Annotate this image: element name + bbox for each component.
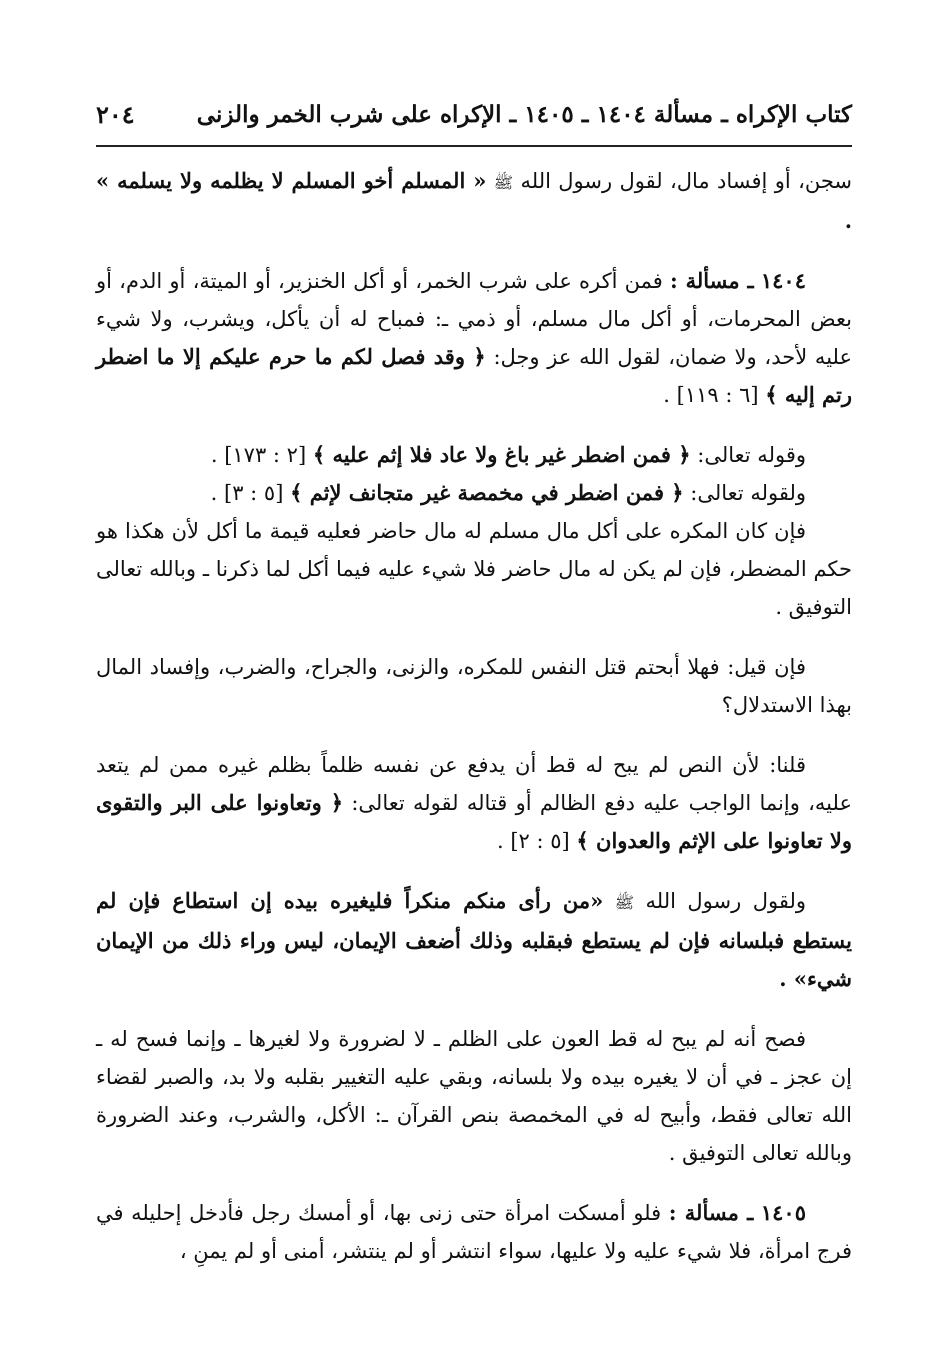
issue-number: ١٤٠٤ (760, 268, 806, 293)
paragraph-text: سجن، أو إفساد مال، لقول رسول الله (520, 169, 852, 193)
paragraph-3 (96, 436, 852, 474)
issue-1405 (96, 1194, 852, 1270)
verse-reference: [٥ : ٣] . (210, 481, 284, 505)
paragraph-5: فإن كان المكره على أكل مال مسلم له مال حاضر فعليه قيمة ما أكل لأن هكذا هو حكم المضطر، فإن لم يكن له مال حاضر فلا شيء عليه فيما أكل لما ذكرنا ـ وبالله تعالى التوفيق . (96, 519, 852, 619)
paragraph-text: ولقوله تعالى: (690, 481, 806, 505)
running-header (96, 92, 852, 136)
verse-reference: [٦ : ١١٩] . (663, 383, 759, 407)
paragraph-6: فإن قيل: فهلا أبحتم قتل النفس للمكره، والزنى، والجراح، والضرب، وإفساد المال بهذا الاستدلال؟ (96, 655, 852, 717)
paragraph-text: قلنا: لأن النص لم يبح له قط أن يدفع عن نفسه ظلماً بظلم غيره ممن لم يتعد عليه، وإنما الواجب عليه دفع الظالم أو قتاله لقوله تعالى: (96, 753, 852, 815)
paragraph-text: فمن أكره على شرب الخمر، أو أكل الخنزير، أو الميتة، أو الدم، أو بعض المحرمات، أو أكل مال مسلم، أو ذمي ـ: فمباح له أن يأكل، ويشرب، ولا شيء عليه لأحد، ولا ضمان، لقول الله عز وجل: (96, 269, 853, 369)
paragraph-8 (96, 882, 852, 998)
paragraph-9: فصح أنه لم يبح له قط العون على الظلم ـ لا لضرورة ولا لغيرها ـ وإنما فسح له ـ إن عجز ـ في أن لا يغيره بيده ولا بلسانه، وبقي عليه التغيير بقلبه ولا بد، والصبر لقضاء الله تعالى فقط، وأبيح له في المخمصة بنص القرآن ـ: الأكل، والشرب، وعند الضرورة وبالله تعالى التوفيق . (96, 1027, 852, 1165)
page-body (96, 162, 852, 1280)
paragraph-1 (96, 162, 852, 240)
paragraph-text: فلو أمسكت امرأة حتى زنى بها، أو أمسك رجل فأدخل إحليله في فرج امرأة، فلا شيء عليه ولا عليها، سواء انتشر أو لم ينتشر، أمنى أو لم يمنِ ، (96, 1201, 852, 1263)
paragraph-text: وقوله تعالى: (697, 443, 806, 467)
issue-label: ـ مسألة : (668, 1200, 754, 1225)
quran-verse: ﴿ وقد فصل لكم ما حرم عليكم إلا ما اضطر رتم إليه ﴾ (96, 344, 852, 407)
header-divider (96, 145, 852, 147)
paragraph-4 (96, 474, 852, 512)
verse-reference: [٢ : ١٧٣] . (210, 443, 307, 467)
page-number: ٢٠٤ (96, 99, 135, 129)
hadith-quote: « المسلم أخو المسلم لا يظلمه ولا يسلمه » . (96, 168, 852, 233)
salawat-glyph: ﷺ (614, 893, 635, 912)
quran-verse: ﴿ فمن اضطر في مخمصة غير متجانف لإثم ﴾ (290, 480, 684, 505)
quran-verse: ﴿ فمن اضطر غير باغ ولا عاد فلا إثم عليه ﴾ (312, 442, 691, 467)
issue-1404 (96, 262, 852, 414)
issue-number: ١٤٠٥ (760, 1200, 806, 1225)
paragraph-7 (96, 746, 852, 860)
paragraph-text: ولقول رسول الله (645, 889, 806, 913)
header-title: كتاب الإكراه ـ مسألة ١٤٠٤ ـ ١٤٠٥ ـ الإكراه على شرب الخمر والزنى (196, 100, 852, 128)
salawat-glyph: ﷺ (493, 173, 514, 192)
verse-reference: [٥ : ٢] . (496, 829, 570, 853)
hadith-quote: «من رأى منكم منكراً فليغيره بيده إن استطاع فإن لم يستطع فبلسانه فإن لم يستطع فبقلبه وذلك أضعف الإيمان، ليس وراء ذلك من الإيمان شيء» . (96, 888, 852, 991)
issue-label: ـ مسألة : (670, 268, 754, 293)
quran-verse: ﴿ وتعاونوا على البر والتقوى ولا تعاونوا على الإثم والعدوان ﴾ (96, 790, 852, 853)
